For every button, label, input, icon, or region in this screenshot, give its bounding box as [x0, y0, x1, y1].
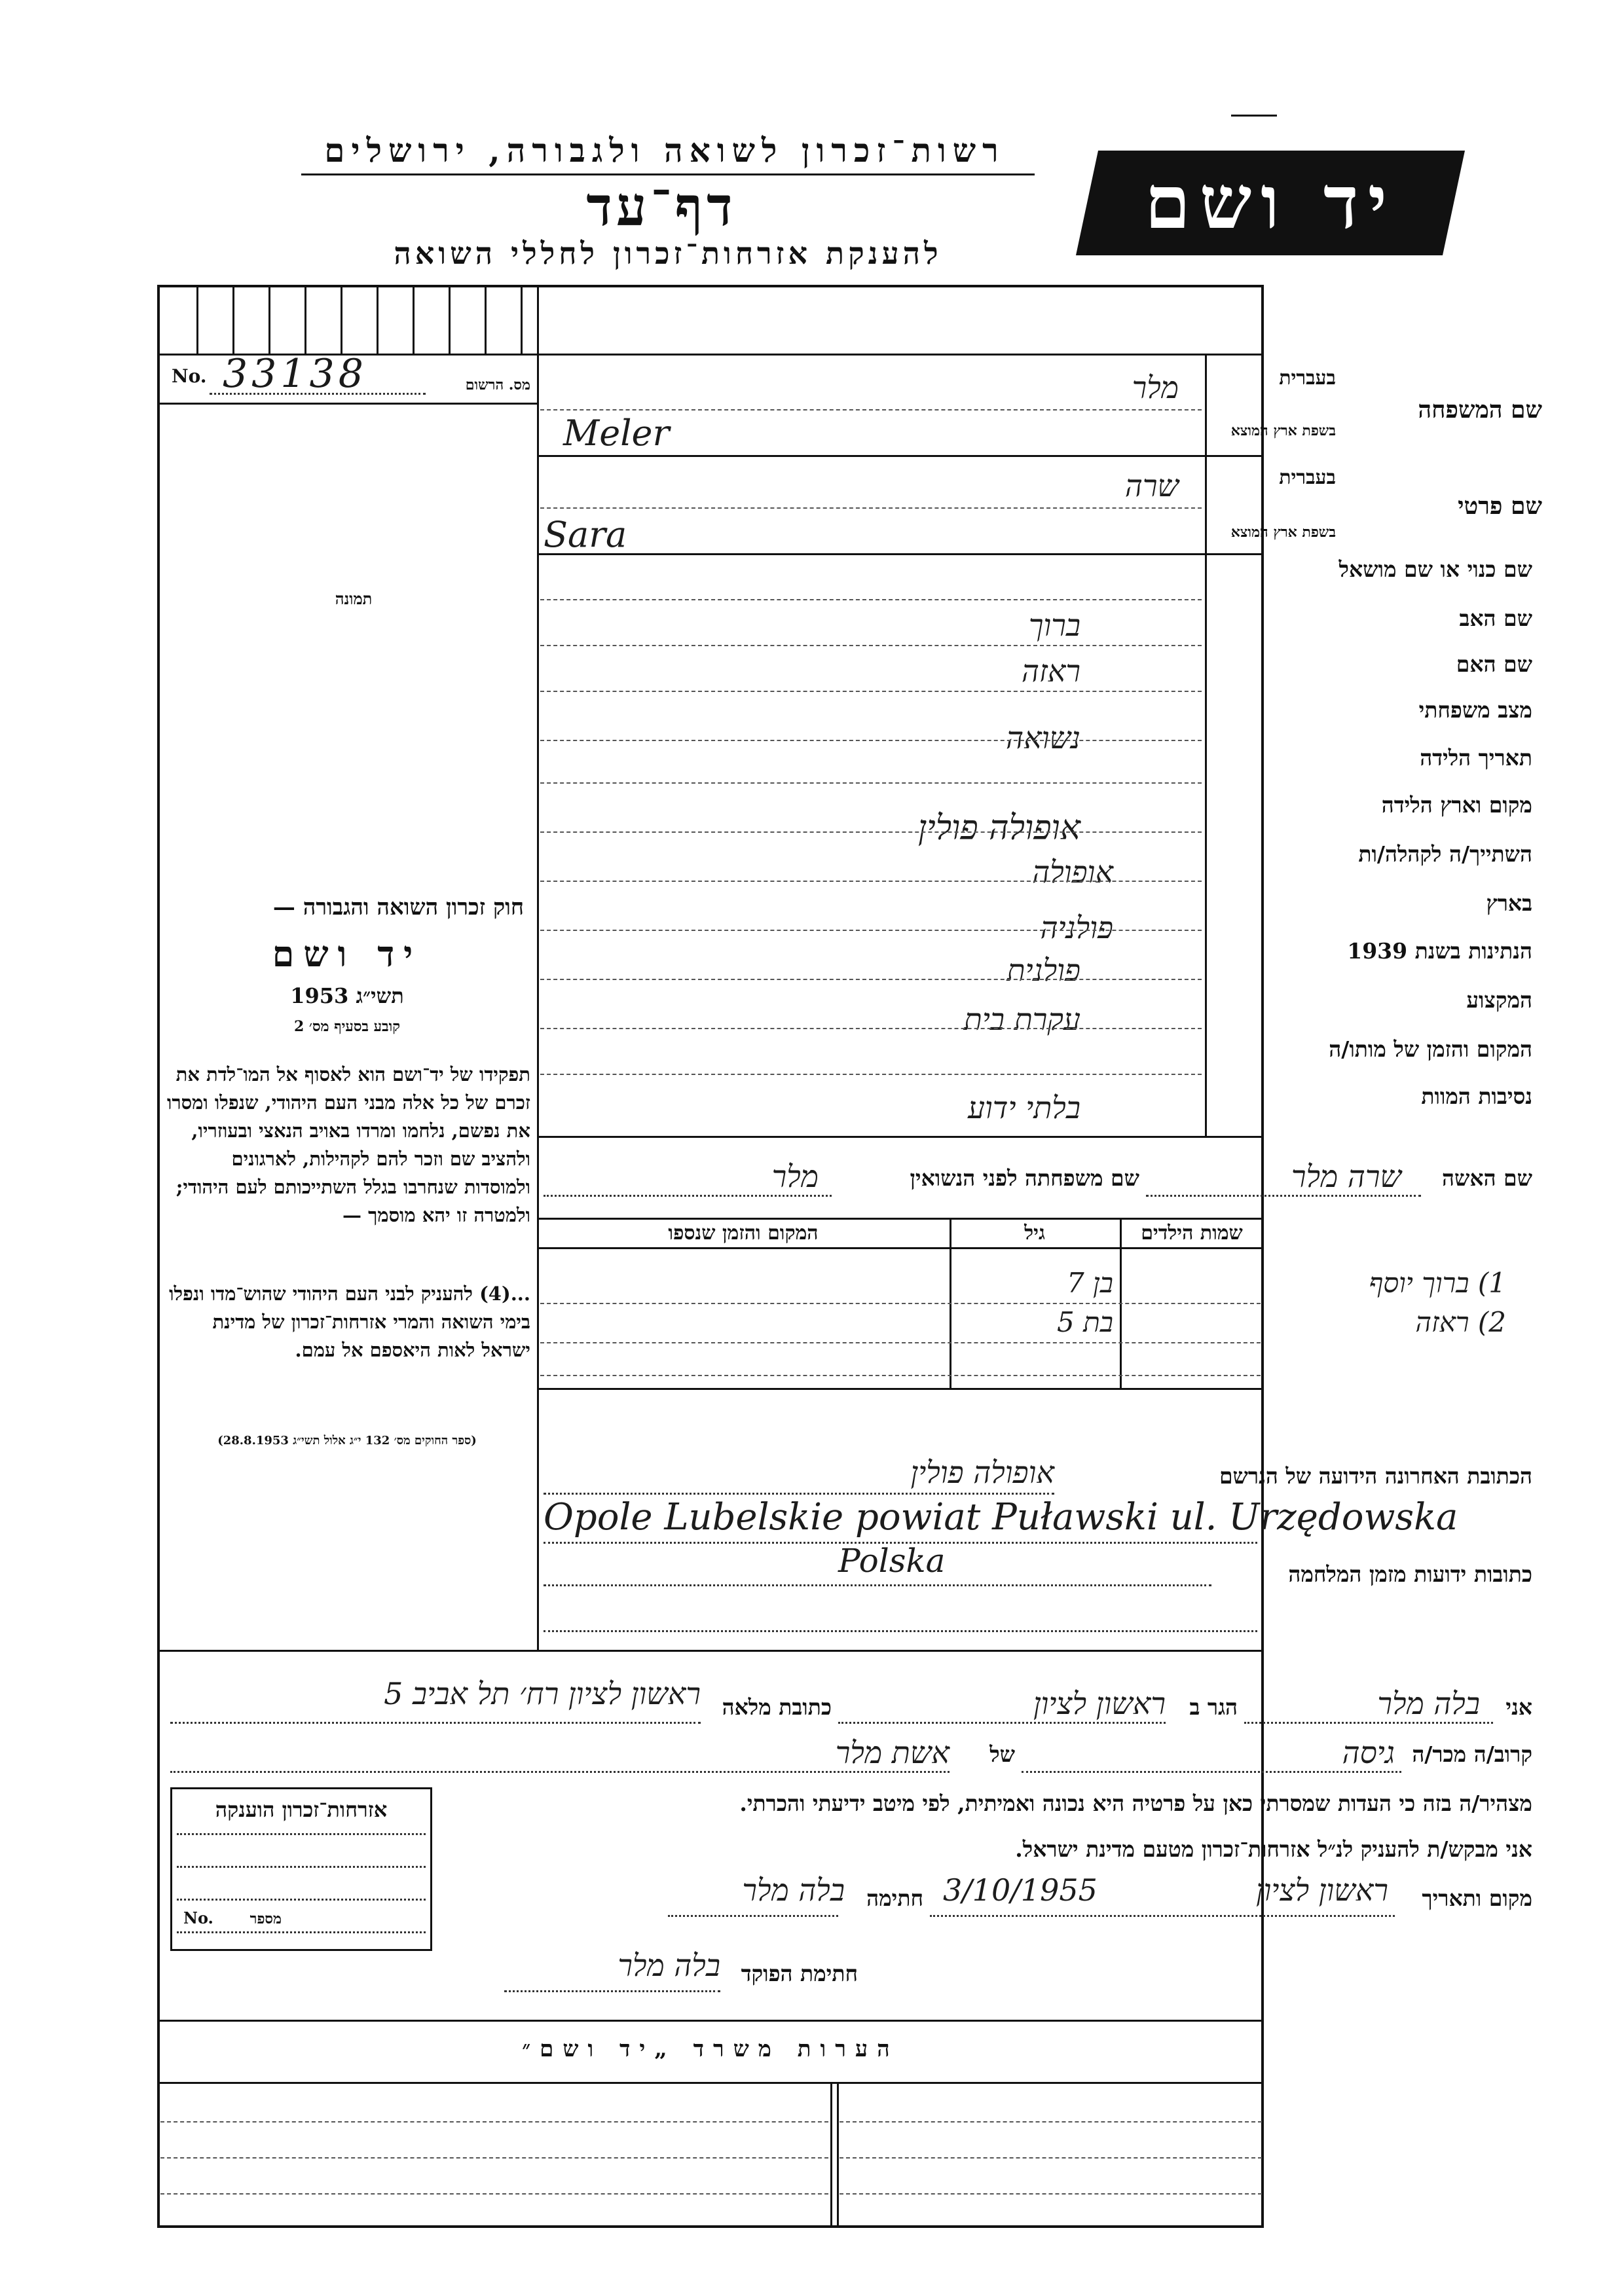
- birthplace-value: אופולה פולין: [917, 809, 1080, 848]
- of-value: אשת מלר: [835, 1735, 950, 1770]
- officer-signature-label: חתימת הפוקד: [741, 1961, 858, 1986]
- rule: [540, 1303, 1261, 1304]
- rule: [537, 1388, 1264, 1390]
- rule: [157, 2020, 1264, 2022]
- photo-label: תמונה: [335, 589, 373, 608]
- rule: [540, 645, 1202, 646]
- nickname-label: שם כנוי או שם מושאל: [1338, 556, 1532, 582]
- dotline: [930, 1915, 1395, 1917]
- relative-label: קרוב/ה מכר/ה: [1412, 1741, 1532, 1767]
- registration-heb-label: מס. הרשום: [465, 376, 530, 393]
- rule: [160, 2121, 828, 2123]
- rule: [537, 1136, 1264, 1138]
- grid-cell: [341, 285, 342, 354]
- law-year: תשי״ג 1953: [290, 983, 404, 1008]
- dotline: [1022, 1771, 1401, 1773]
- rule: [540, 599, 1202, 600]
- death-place-label: המקום והזמן של מותו/ה: [1329, 1036, 1532, 1062]
- citizenship-no-label: No.: [183, 1908, 213, 1927]
- citizenship-label: הנתינות בשנת 1939: [1347, 938, 1532, 964]
- officer-signature-value: בלה מלר: [618, 1948, 720, 1983]
- rule: [840, 2121, 1262, 2123]
- rule: [160, 2157, 828, 2159]
- dotline: [544, 1630, 1257, 1632]
- law-name: יד ושם: [272, 933, 422, 975]
- children-col-age: גיל: [1024, 1222, 1045, 1245]
- first-name-heb-sub: בעברית: [1279, 466, 1336, 489]
- signature-label: חתימה: [866, 1886, 923, 1911]
- office-notes-title: הערות משרד „יד ושם״: [522, 2036, 899, 2062]
- rule: [537, 553, 1264, 555]
- family-name-origin: Meler: [563, 412, 670, 454]
- child-age: בן 7: [1066, 1267, 1113, 1299]
- citizenship-granted-title: אזרחות־זכרון הוענקה: [215, 1797, 388, 1822]
- law-text-clause4: ...(4) להעניק לבני העם היהודי שהוש־מדו ונפלו בימי השואה והמרי אזרחות־זכרון של מדינת ישראל לאות היאספם אל עמם.: [169, 1283, 530, 1361]
- declarant-i-label: אני: [1505, 1694, 1532, 1720]
- mother-label: שם האם: [1456, 651, 1532, 677]
- grid-cell: [449, 285, 451, 354]
- rule: [540, 930, 1202, 931]
- wartime-address-label: כתובות ידועות מזמן המלחמה: [1288, 1561, 1532, 1587]
- dotline: [504, 1990, 720, 1992]
- citizenship-value: פולנית: [1006, 953, 1080, 988]
- registration-no-label: No.: [172, 365, 207, 387]
- grid-cell: [485, 285, 487, 354]
- dotline: [170, 1722, 701, 1724]
- yad-vashem-logo: יד ושם: [1076, 151, 1465, 255]
- date-value: 3/10/1955: [943, 1872, 1098, 1908]
- dotline: [177, 1899, 426, 1901]
- mother-value: ראזה: [1022, 653, 1080, 689]
- form-title: דף־עד: [586, 175, 737, 238]
- law-clause: קובע בסעיף מס׳ 2: [293, 1018, 401, 1035]
- registration-divider: [157, 403, 537, 405]
- rule: [540, 691, 1202, 692]
- rule: [537, 1247, 1264, 1249]
- last-address-label: הכתובת האחרונה הידועה של הנרשם: [1219, 1463, 1532, 1489]
- declaration-statement-2: אני מבקש/ת להעניק לנ״ל אזרחות־זכרון מטעם מדינת ישראל.: [1015, 1836, 1532, 1862]
- children-col-place: המקום והזמן שנספו: [668, 1222, 819, 1245]
- grid-cell: [232, 285, 234, 354]
- last-address-hebrew: אופולה פולין: [910, 1455, 1054, 1490]
- family-name-origin-sub: בשפת ארץ המוצא: [1230, 422, 1336, 439]
- place-date-label: מקום ותאריך: [1422, 1886, 1532, 1911]
- notes-col-divider: [830, 2082, 832, 2228]
- signature-value: בלה מלר: [742, 1872, 845, 1908]
- address-line-2: Polska: [838, 1542, 946, 1580]
- rule: [157, 1650, 1264, 1652]
- declarant-name: בלה מלר: [1377, 1686, 1480, 1721]
- grid-cell: [304, 285, 306, 354]
- lives-in-value: ראשון לציון: [1033, 1686, 1166, 1721]
- rule: [540, 881, 1202, 882]
- death-cause-value: בלתי ידוע: [967, 1090, 1080, 1125]
- wife-value: שרה מלר: [1291, 1159, 1401, 1194]
- rule: [540, 1375, 1261, 1376]
- rule: [540, 740, 1202, 741]
- law-title: חוק זכרון השואה והגבורה —: [272, 894, 524, 920]
- rule: [540, 979, 1202, 980]
- dotline: [544, 1195, 832, 1197]
- dotline: [177, 1931, 426, 1933]
- rule: [540, 409, 1202, 410]
- birthplace-label: מקום וארץ הלידה: [1381, 792, 1532, 818]
- label-column-divider: [1205, 354, 1207, 1136]
- rule: [540, 1074, 1202, 1075]
- family-name-heb-sub: בעברית: [1279, 367, 1336, 390]
- rule: [160, 2193, 828, 2195]
- place-value: ראשון לציון: [1255, 1872, 1388, 1908]
- child-name: 1) ברוך יוסף: [1369, 1267, 1506, 1299]
- maiden-label: שם משפחתה לפני הנשואין: [910, 1165, 1139, 1191]
- marital-value: נשואה: [1006, 720, 1080, 756]
- registration-number: 33138: [223, 351, 367, 397]
- header-dash: [1231, 115, 1277, 117]
- children-col-names: שמות הילדים: [1141, 1222, 1243, 1245]
- citizenship-number-label: מספר: [249, 1910, 282, 1927]
- dotline: [177, 1833, 426, 1835]
- first-name-hebrew: שרה: [1124, 468, 1179, 503]
- profession-label: המקצוע: [1466, 987, 1532, 1013]
- maiden-value: מלר: [771, 1159, 819, 1194]
- dotline: [668, 1915, 838, 1917]
- child-age: בת 5: [1057, 1306, 1113, 1338]
- form-subtitle: להענקת אזרחות־זכרון לחללי השואה: [394, 236, 942, 271]
- grid-cell: [268, 285, 270, 354]
- family-name-hebrew: מלר: [1132, 370, 1179, 405]
- grid-cell: [196, 285, 198, 354]
- first-name-origin-sub: בשפת ארץ המוצא: [1230, 524, 1336, 541]
- declaration-statement-1: מצהיר/ה בזה כי העדות שמסרתי כאן על פרטיה היא נכונה ואמיתית, לפי מיטב ידיעתי והכרתי.: [739, 1791, 1532, 1816]
- dotline: [544, 1584, 1211, 1586]
- rule: [537, 455, 1264, 457]
- full-address-label: כתובת מלאה: [722, 1694, 832, 1720]
- dotline: [177, 1866, 426, 1868]
- dotline: [170, 1771, 950, 1773]
- rule: [840, 2157, 1262, 2159]
- rule: [540, 507, 1202, 509]
- address-line-1: Opole Lubelskie powiat Puławski ul. Urzędowska: [544, 1496, 1458, 1539]
- family-name-label: שם המשפחה: [1418, 396, 1542, 424]
- rule: [540, 1028, 1202, 1029]
- country-value: פולניה: [1040, 910, 1113, 945]
- community-label: השתייך/ה לקהלה/ות: [1358, 841, 1532, 867]
- first-name-label: שם פרטי: [1458, 492, 1542, 520]
- left-column-divider: [537, 285, 539, 1650]
- rule: [540, 782, 1202, 784]
- child-name: 2) ראזה: [1415, 1306, 1506, 1338]
- community-value: אופולה: [1032, 854, 1113, 890]
- law-text-main: תפקידו של יד־ושם הוא לאסוף אל המו־לדת את זכרם של כל אלה מבני העם היהודי, שנפלו ומסרו את נפשם, נלחמו ומרדו באויב הנאצי ובעוזריו, ולהציב שם וזכר להם לקהילות, לארגונים ולמוסדות שנחרבו בגלל השתייכותם לעם היהודי; ולמטרה זו יהא מוסמך —: [167, 1063, 530, 1226]
- death-cause-label: נסיבות המוות: [1421, 1084, 1532, 1109]
- birthdate-label: תאריך הלידה: [1420, 745, 1532, 771]
- notes-col-divider-2: [837, 2082, 839, 2228]
- grid-cell: [521, 285, 523, 354]
- dotline: [838, 1722, 1166, 1724]
- father-value: ברוך: [1028, 608, 1080, 643]
- authority-title: רשות־זכרון לשואה ולגבורה, ירושלים: [324, 131, 1005, 170]
- law-source: (ספר החוקים מס׳ 132 י״ג אלול תשי״ג 28.8.1953): [217, 1434, 477, 1448]
- full-address-value: ראשון לציון רח׳ תל אביב 5: [384, 1676, 701, 1711]
- lives-in-label: הגר ב: [1189, 1694, 1238, 1720]
- dotline: [1244, 1722, 1493, 1724]
- grid-cell: [413, 285, 415, 354]
- marital-label: מצב משפחתי: [1418, 697, 1532, 723]
- wife-label: שם האשה: [1442, 1165, 1532, 1191]
- dotline: [544, 1493, 1054, 1495]
- dotline: [1146, 1195, 1421, 1197]
- rule: [540, 831, 1202, 833]
- country-label: בארץ: [1486, 890, 1532, 916]
- rule: [540, 1342, 1261, 1343]
- father-label: שם האב: [1459, 606, 1532, 631]
- first-name-origin: Sara: [544, 514, 627, 555]
- rule: [537, 1218, 1264, 1220]
- relative-value: גיסה: [1342, 1735, 1395, 1770]
- rule: [157, 2082, 1264, 2084]
- of-label: של: [989, 1741, 1015, 1767]
- registration-dotline: [210, 393, 426, 395]
- profession-value: עקרת בית: [963, 1002, 1080, 1037]
- rule: [840, 2193, 1262, 2195]
- grid-cell: [377, 285, 378, 354]
- spacer: [1202, 354, 1204, 355]
